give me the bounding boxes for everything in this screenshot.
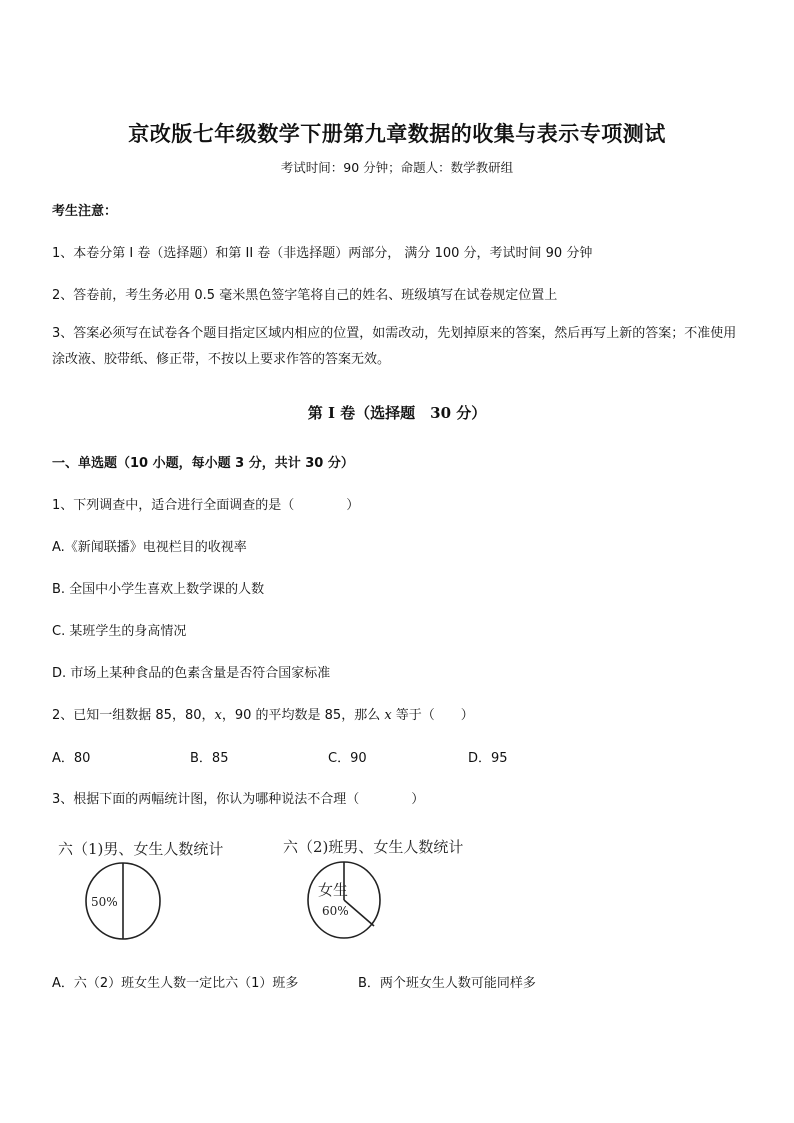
section-title: 第 I 卷（选择题 30 分） — [307, 404, 487, 422]
notice-item-1: 1、本卷分第 I 卷（选择题）和第 II 卷（非选择题）两部分， 满分 100 分，考试时间 90 分钟 — [52, 246, 593, 261]
question-2-option-b[interactable]: B．85 — [190, 751, 229, 766]
page-title: 京改版七年级数学下册第九章数据的收集与表示专项测试 — [128, 121, 666, 146]
variable-x: x — [384, 708, 392, 723]
notice-item-3: 3、答案必须写在试卷各个题目指定区域内相应的位置，如需改动，先划掉原来的答案，然后再写上新的答案；不准使用涂改液、胶带纸、修正带，不按以上要求作答的答案无效。 — [52, 326, 737, 367]
pie-chart-2-title: 六（2)班男、女生人数统计 — [283, 838, 464, 856]
question-2-stem — [52, 704, 474, 723]
pie-chart-2-label-girls: 女生 — [318, 881, 349, 899]
question-1-option-d[interactable]: D. 市场上某种食品的色素含量是否符合国家标准 — [52, 666, 331, 681]
question-3-stem: 3、根据下面的两幅统计图，你认为哪种说法不合理（ ） — [52, 792, 425, 807]
question-1-option-b[interactable]: B. 全国中小学生喜欢上数学课的人数 — [52, 582, 265, 597]
notice-heading: 考生注意： — [52, 204, 118, 219]
pie-chart-1-title: 六（1)男、女生人数统计 — [58, 840, 224, 858]
question-2-stem-part: 2、已知一组数据 85，80， — [52, 708, 215, 723]
variable-x: x — [214, 708, 222, 723]
question-2-stem-part: ，90 的平均数是 85，那么 — [221, 708, 385, 723]
pie-chart-2 — [300, 858, 400, 944]
part-heading: 一、单选题（10 小题，每小题 3 分，共计 30 分） — [52, 456, 354, 471]
question-1-option-a[interactable]: A.《新闻联播》电视栏目的收视率 — [52, 540, 247, 555]
question-2-option-d[interactable]: D．95 — [468, 751, 508, 766]
question-3-option-b[interactable]: B．两个班女生人数可能同样多 — [358, 976, 536, 991]
question-2-option-a[interactable]: A．80 — [52, 751, 91, 766]
question-3-option-a[interactable]: A．六（2）班女生人数一定比六（1）班多 — [52, 976, 299, 991]
question-2-option-c[interactable]: C．90 — [328, 751, 367, 766]
pie-chart-1 — [78, 860, 178, 942]
notice-item-2: 2、答卷前，考生务必用 0.5 毫米黑色签字笔将自己的姓名、班级填写在试卷规定位置上 — [52, 288, 558, 303]
question-2-stem-part: 等于（ ） — [391, 708, 474, 723]
question-1-stem: 1、下列调查中，适合进行全面调查的是（ ） — [52, 498, 360, 513]
pie-chart-2-label-percent: 60% — [322, 904, 349, 918]
question-1-option-c[interactable]: C. 某班学生的身高情况 — [52, 624, 187, 639]
exam-info: 考试时间：90 分钟；命题人：数学教研组 — [280, 160, 514, 175]
pie-chart-1-label: 50% — [91, 895, 118, 909]
